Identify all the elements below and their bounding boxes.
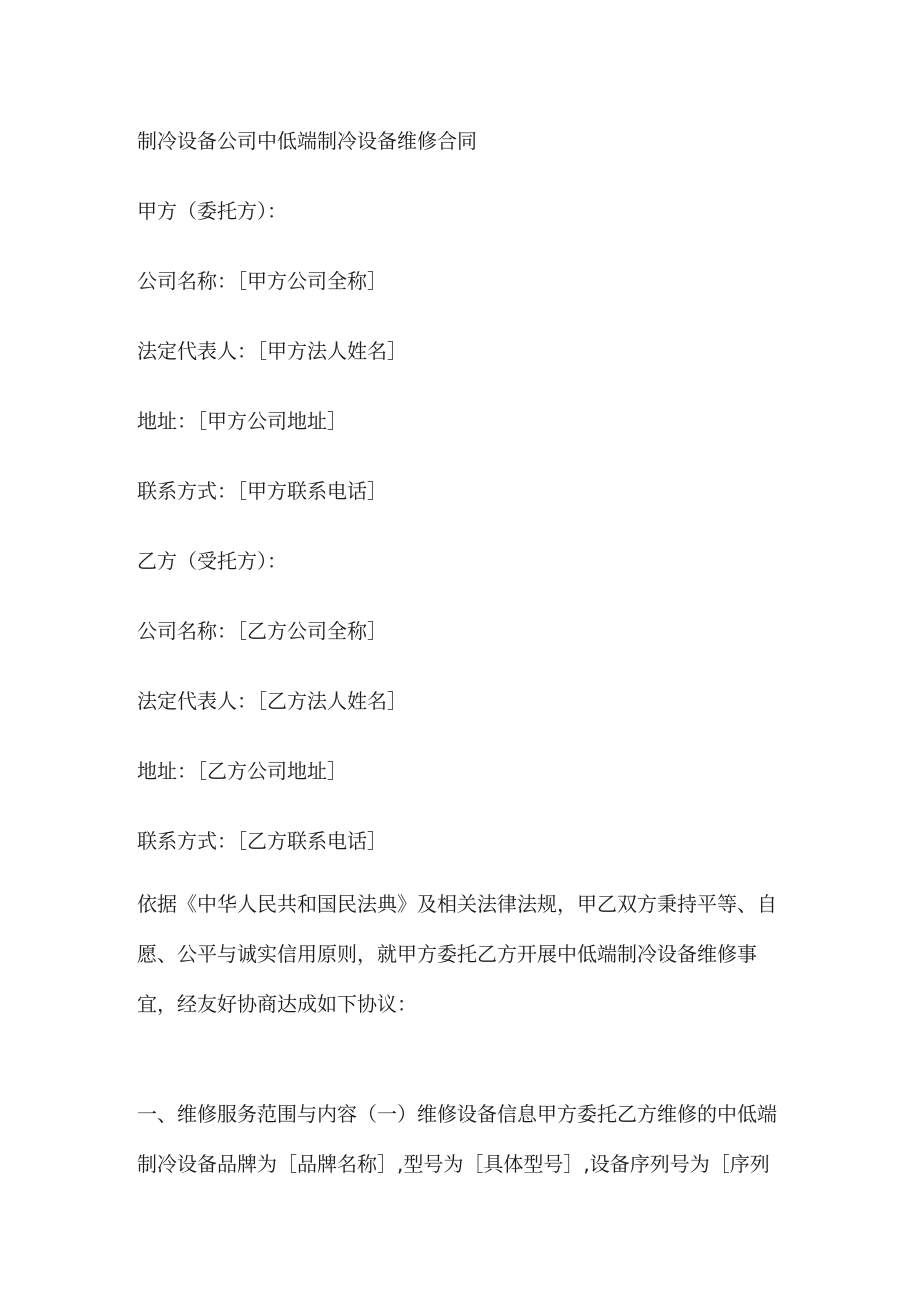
party-b-representative: 法定代表人：［乙方法人姓名］ xyxy=(137,689,407,713)
contract-title: 制冷设备公司中低端制冷设备维修合同 xyxy=(137,129,477,153)
party-a-contact: 联系方式：［甲方联系电话］ xyxy=(137,479,387,503)
party-b-heading: 乙方（受托方）： xyxy=(137,549,287,573)
preamble-line: 宜，经友好协商达成如下协议： xyxy=(137,992,417,1016)
party-b-contact: 联系方式：［乙方联系电话］ xyxy=(137,829,387,853)
party-b-company: 公司名称：［乙方公司全称］ xyxy=(137,619,387,643)
section-1-line: 制冷设备品牌为［品牌名称］,型号为［具体型号］,设备序列号为［序列 xyxy=(137,1152,770,1176)
preamble-paragraph xyxy=(137,879,783,1029)
party-a-heading: 甲方（委托方）： xyxy=(137,199,287,223)
section-1-paragraph xyxy=(137,1089,783,1189)
party-b-address: 地址：［乙方公司地址］ xyxy=(137,759,347,783)
party-a-company: 公司名称：［甲方公司全称］ xyxy=(137,269,387,293)
party-a-representative: 法定代表人：［甲方法人姓名］ xyxy=(137,339,407,363)
preamble-line: 依据《中华人民共和国民法典》及相关法律法规，甲乙双方秉持平等、自 xyxy=(137,892,777,916)
party-a-address: 地址：［甲方公司地址］ xyxy=(137,409,347,433)
preamble-line: 愿、公平与诚实信用原则，就甲方委托乙方开展中低端制冷设备维修事 xyxy=(137,942,757,966)
section-1-line: 一、维修服务范围与内容（一）维修设备信息甲方委托乙方维修的中低端 xyxy=(137,1102,777,1126)
